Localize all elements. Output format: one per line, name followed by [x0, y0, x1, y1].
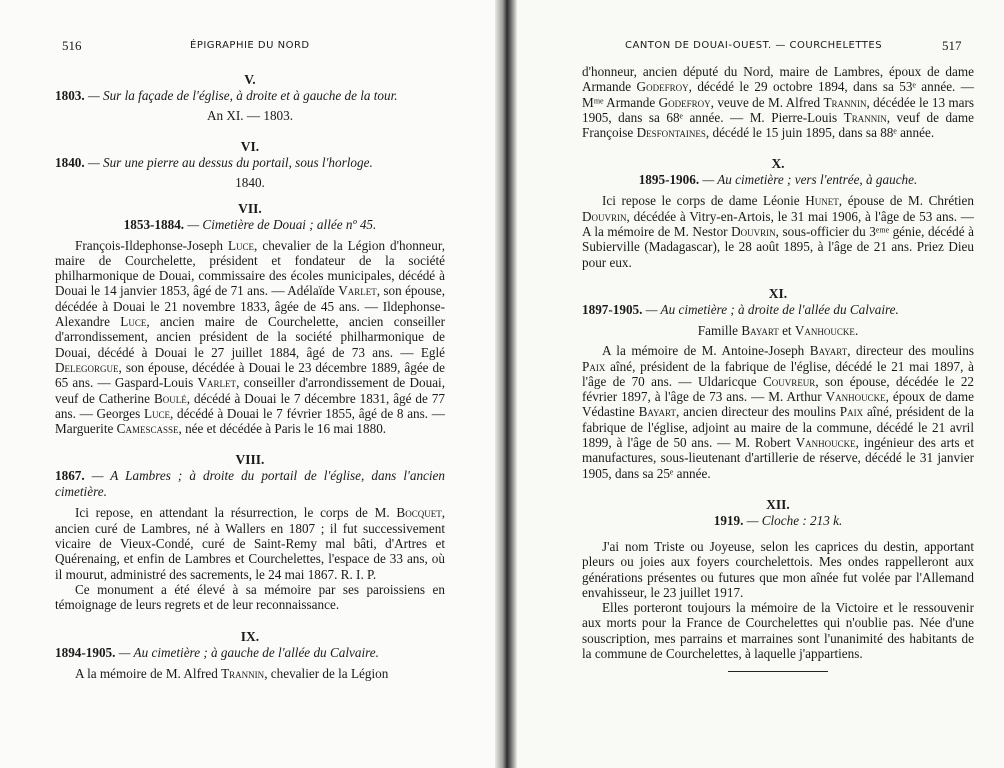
- right-column: [582, 64, 974, 672]
- section-vi-heading: 1840. — Sur une pierre au dessus du portail, sous l'horloge.: [55, 155, 373, 171]
- section-v-number: V.: [244, 72, 256, 87]
- continued-text: d'honneur, ancien député du Nord, maire de Lambres, époux de dame Armande Godefroy, décédé le 29 octobre 1894, dans sa 53ᵉ année. — Mᵐᵉ Armande Godefroy, veuve de M. Alfred Trannin, décédée le 13 mars 1905, dans sa 68ᵉ année. — M. Pierre-Louis Trannin, veuf de dame Françoise Desfontaines, décédé le 15 juin 1895, dans sa 88ᵉ année.: [582, 64, 975, 141]
- section-ix-number: IX.: [240, 628, 260, 644]
- section-ix-heading: 1894-1905. — Au cimetière ; à gauche de l'allée du Calvaire.: [55, 644, 379, 660]
- section-xii-text: J'ai nom Triste ou Joyeuse, selon les caprices du destin, apportant pleurs ou joies aux foyers courchelettois. Mes ondes rappelleront aux générations présentes ou futures que mon aînée fut volée par l'Allemand envahisseur, le 23 juillet 1917.: [582, 538, 974, 600]
- left-column: [55, 72, 445, 681]
- section-xii-heading: 1919. — Cloche : 213 k.: [713, 512, 843, 528]
- left-page-number: 516: [62, 38, 82, 53]
- section-x-heading: 1895-1906. — Au cimetière ; vers l'entrée, à gauche.: [638, 172, 918, 188]
- section-xii-number: XII.: [766, 496, 790, 512]
- section-viii-number: VIII.: [235, 452, 265, 468]
- section-xii-text-2: Elles porteront toujours la mémoire de la Victoire et le ressouvenir aux morts pour la France de Courchelettes qui n'oublie pas. Née d'une souscription, mes parrains et marraines sont l'unanimité des habitants de la commune de Courchelettes, à laquelle j'appartiens.: [582, 600, 974, 662]
- section-vi-number: VI.: [240, 139, 260, 155]
- book-gutter: [495, 0, 517, 768]
- section-vi-inscription: 1840.: [235, 175, 265, 191]
- section-viii-text: Ici repose, en attendant la résurrection, le corps de M. Bocquet, ancien curé de Lambres, né à Wallers en 1807 ; il fut successivement vicaire de Vieux-Condé, curé de Saint-Remy mal bâti, d'Artres et Quérenaing, et enfin de Lambres et Courchelettes, l'espace de 33 ans, où il mourut, administré des sacrements, le 24 mai 1867. R. I. P.: [55, 505, 445, 582]
- section-vii-text: François-Ildephonse-Joseph Luce, chevalier de la Légion d'honneur, maire de Courchelette, président et fondateur de la société philharmonique de Douai, commissaire des écoles municipales, décédé à Douai le 14 janvier 1853, âgé de 71 ans. — Adélaïde Varlet, son épouse, décédée à Douai le 21 novembre 1833, âgée de 45 ans. — Ildephonse-Alexandre Luce, ancien maire de Courchelette, ancien conseiller d'arrondissement, ancien président de la société philharmonique de Douai, décédé à Douai le 27 juillet 1884, âgé de 73 ans. — Eglé Delegorgue, son épouse, décédée à Douai le 23 décembre 1889, âgée de 65 ans. — Gaspard-Louis Varlet, conseiller d'arrondissement de Douai, veuf de Catherine Boulé, décédé à Douai le 7 décembre 1831, âgé de 77 ans. — Georges Luce, décédé à Douai le 7 février 1855, âgé de 8 ans. — Marguerite Camescasse, née et décédée à Paris le 16 mai 1880.: [55, 237, 446, 437]
- section-xi-number: XI.: [768, 285, 788, 301]
- section-ix-text: A la mémoire de M. Alfred Trannin, chevalier de la Légion: [75, 665, 389, 681]
- section-v-inscription: An XI. — 1803.: [206, 108, 294, 123]
- section-x-number: X.: [771, 156, 785, 172]
- right-page-number: 517: [942, 38, 962, 53]
- section-viii-heading: 1867. — A Lambres ; à droite du portail de l'église, dans l'ancien cimetière.: [55, 468, 445, 500]
- closing-rule: [728, 671, 828, 672]
- section-xi-heading: 1897-1905. — Au cimetière ; à droite de l'allée du Calvaire.: [582, 301, 899, 317]
- left-running-head: ÉPIGRAPHIE DU NORD: [190, 40, 310, 51]
- section-v-heading: 1803. — Sur la façade de l'église, à droite et à gauche de la tour.: [55, 88, 398, 103]
- section-viii-dedication: Ce monument a été élevé à sa mémoire par ses paroissiens en témoignage de leurs regrets et de leur reconnaissance.: [55, 581, 445, 613]
- section-xi-text: A la mémoire de M. Antoine-Joseph Bayart, directeur des moulins Paix aîné, président de la fabrique de l'église, décédé le 21 mai 1897, à l'âge de 70 ans. — Uldaricque Couvreur, son épouse, décédée le 22 février 1897, à l'âge de 73 ans. — M. Arthur Vanhoucke, époux de dame Védastine Bayart, ancien directeur des moulins Paix aîné, président de la fabrique de l'église, adjoint au maire de la commune, décédé le 21 avril 1899, à l'âge de 50 ans. — M. Robert Vanhoucke, ingénieur des arts et manufactures, sous-lieutenant d'artillerie de réserve, décédé le 31 janvier 1905, dans sa 25ᵉ année.: [582, 343, 975, 481]
- section-vii-heading: 1853-1884. — Cimetière de Douai ; allée nº 45.: [123, 216, 377, 232]
- section-x-text: Ici repose le corps de dame Léonie Hunet, épouse de M. Chrétien Douvrin, décédée à Vitry-en-Artois, le 31 mai 1906, à l'âge de 53 ans. — A la mémoire de M. Nestor Douvrin, sous-officier du 3ᵉᵐᵉ génie, décédé à Subierville (Madagascar), le 28 août 1895, à l'âge de 21 ans. Priez Dieu pour eux.: [582, 193, 975, 270]
- section-xi-family: Famille Bayart et Vanhoucke.: [697, 322, 859, 338]
- section-vii-number: VII.: [238, 200, 262, 216]
- right-running-head: CANTON DE DOUAI-OUEST. — COURCHELETTES: [625, 40, 883, 51]
- right-page: [502, 0, 1004, 768]
